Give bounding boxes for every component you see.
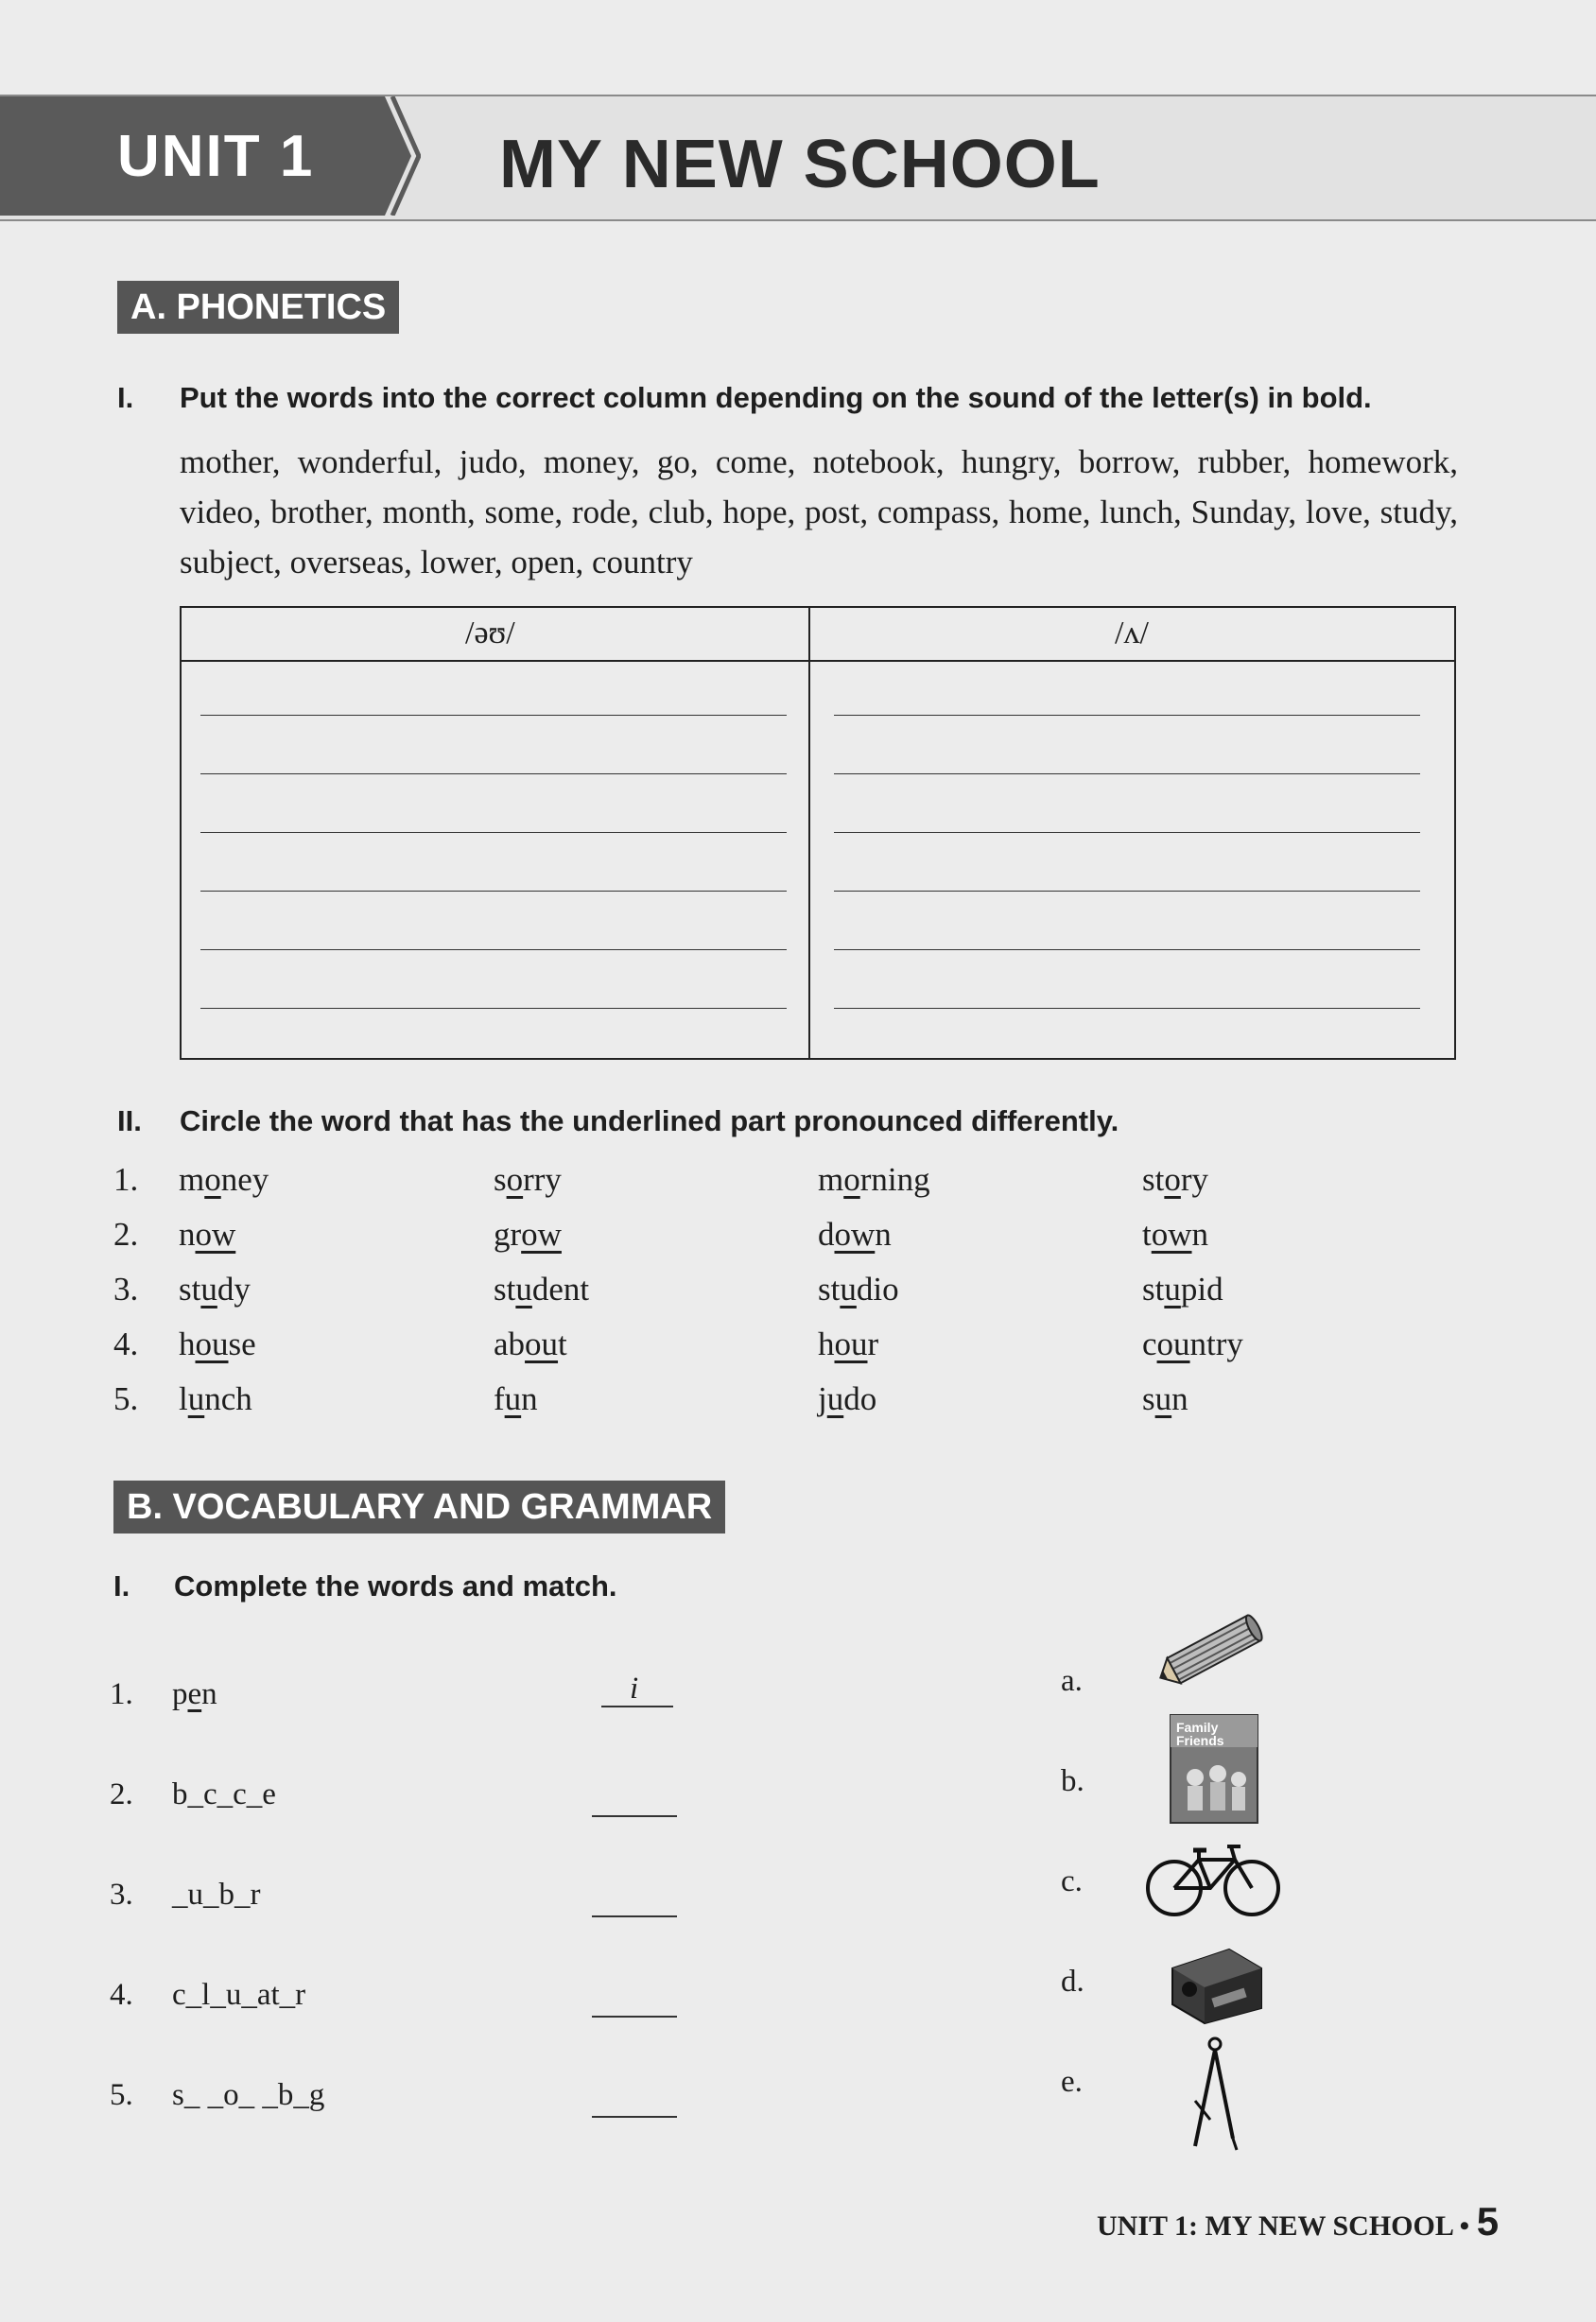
match-answer: i (630, 1672, 639, 1706)
section-b-label: B. VOCABULARY AND GRAMMAR (113, 1481, 725, 1534)
underlined-part: u (826, 1380, 844, 1417)
item-number: 1. (110, 1677, 133, 1711)
filled-letter: e (187, 1677, 202, 1711)
match-answer-line[interactable] (592, 2016, 677, 2018)
underlined-part: o (1164, 1161, 1181, 1198)
page-number: 5 (1476, 2199, 1500, 2244)
word-option[interactable]: sorry (494, 1161, 562, 1198)
book-title-line2: Friends (1176, 1733, 1224, 1748)
row-number: 4. (113, 1326, 139, 1362)
answer-line[interactable] (834, 949, 1420, 950)
word-option[interactable]: lunch (179, 1380, 252, 1417)
word-option[interactable]: hour (818, 1326, 879, 1362)
unit-label: UNIT 1 (117, 124, 315, 189)
bicycle-icon (1142, 1839, 1284, 1918)
answer-line[interactable] (200, 891, 787, 892)
word-option[interactable]: country (1142, 1326, 1243, 1362)
word-option[interactable]: money (179, 1161, 269, 1198)
section-a-label: A. PHONETICS (117, 281, 399, 334)
question-number: II. (117, 1104, 142, 1137)
row-number: 2. (113, 1216, 139, 1253)
question-instruction: Put the words into the correct column depending on the sound of the letter(s) in bold. (180, 381, 1372, 414)
answer-line[interactable] (200, 773, 787, 774)
word-option[interactable]: study (179, 1271, 251, 1308)
incomplete-word[interactable]: s_ _o_ _b_g (172, 2078, 325, 2112)
incomplete-word[interactable]: c_l_u_at_r (172, 1978, 306, 2012)
sound-table (180, 606, 1456, 1060)
word-list: mother, wonderful, judo, money, go, come, notebook, hungry, borrow, rubber, homework, video, brother, month, some, rode, club, hope, post, compass, home, lunch, Sunday, love, study, subject, overseas, lower, open, country (180, 443, 1458, 580)
option-letter: c. (1061, 1864, 1083, 1898)
word-option[interactable]: student (494, 1271, 590, 1308)
underlined-part: ow (834, 1216, 876, 1253)
answer-line[interactable] (834, 715, 1420, 716)
question-number: I. (113, 1569, 130, 1603)
word-option[interactable]: studio (818, 1271, 899, 1308)
underlined-part: u (840, 1271, 857, 1308)
answer-line[interactable] (834, 1008, 1420, 1009)
underlined-part: o (506, 1161, 524, 1198)
option-letter: e. (1061, 2065, 1083, 2099)
underlined-part: ou (195, 1326, 229, 1362)
answer-line[interactable] (834, 773, 1420, 774)
underlined-part: u (200, 1271, 217, 1308)
word-option[interactable]: stupid (1142, 1271, 1223, 1308)
underlined-part: u (504, 1380, 522, 1417)
underlined-part: ow (1151, 1216, 1192, 1253)
match-answer-line[interactable] (592, 2116, 677, 2118)
underlined-part: o (204, 1161, 221, 1198)
underlined-part: u (515, 1271, 532, 1308)
answer-line[interactable] (200, 949, 787, 950)
word-option[interactable]: now (179, 1216, 236, 1253)
sharpener-icon (1163, 1940, 1267, 2025)
underlined-part: ow (195, 1216, 236, 1253)
page-title: MY NEW SCHOOL (499, 127, 1101, 202)
pencil-icon (1152, 1607, 1275, 1692)
word-option[interactable]: sun (1142, 1380, 1188, 1417)
incomplete-word[interactable]: _u_b_r (172, 1878, 261, 1912)
book-icon (1169, 1713, 1259, 1825)
match-answer-line[interactable] (592, 1815, 677, 1817)
page-footer (1097, 2199, 1499, 2244)
option-letter: d. (1061, 1965, 1084, 1999)
item-number: 3. (110, 1878, 133, 1912)
question-instruction: Circle the word that has the underlined part pronounced differently. (180, 1104, 1119, 1137)
underlined-part: ou (1156, 1326, 1190, 1362)
answer-line[interactable] (200, 832, 787, 833)
word-option[interactable]: story (1142, 1161, 1209, 1198)
row-number: 5. (113, 1380, 139, 1417)
underlined-part: u (187, 1380, 205, 1417)
word-option[interactable]: fun (494, 1380, 538, 1417)
question-number: I. (117, 381, 134, 414)
underlined-part: ow (521, 1216, 562, 1253)
item-number: 5. (110, 2078, 133, 2112)
word-option[interactable]: down (818, 1216, 892, 1253)
word-option[interactable]: judo (818, 1380, 877, 1417)
compass-icon (1182, 2035, 1248, 2152)
column-header-uh: /ʌ/ (1115, 615, 1149, 650)
option-letter: b. (1061, 1764, 1084, 1798)
underlined-part: ou (834, 1326, 868, 1362)
underlined-part: o (843, 1161, 860, 1198)
incomplete-word[interactable]: b_c_c_e (172, 1777, 276, 1811)
underlined-part: ou (525, 1326, 559, 1362)
row-number: 3. (113, 1271, 139, 1308)
answer-line[interactable] (834, 891, 1420, 892)
row-number: 1. (113, 1161, 139, 1198)
underlined-part: u (1154, 1380, 1172, 1417)
match-answer-line[interactable] (592, 1915, 677, 1917)
item-number: 4. (110, 1978, 133, 2012)
item-number: 2. (110, 1777, 133, 1811)
column-header-ou: /əʊ/ (465, 615, 515, 650)
answer-line[interactable] (200, 715, 787, 716)
word-option[interactable]: grow (494, 1216, 562, 1253)
answer-line[interactable] (834, 832, 1420, 833)
footer-label: UNIT 1: MY NEW SCHOOL • (1097, 2210, 1470, 2242)
unit-arrow (364, 96, 421, 216)
option-letter: a. (1061, 1664, 1083, 1698)
word-option[interactable]: morning (818, 1161, 930, 1198)
incomplete-word[interactable]: pen (172, 1677, 217, 1711)
book-title-line1: Family (1176, 1720, 1219, 1735)
underlined-part: u (1164, 1271, 1181, 1308)
answer-line[interactable] (200, 1008, 787, 1009)
word-option[interactable]: about (494, 1326, 567, 1362)
word-option[interactable]: town (1142, 1216, 1209, 1253)
question-instruction: Complete the words and match. (174, 1569, 617, 1603)
word-option[interactable]: house (179, 1326, 256, 1362)
